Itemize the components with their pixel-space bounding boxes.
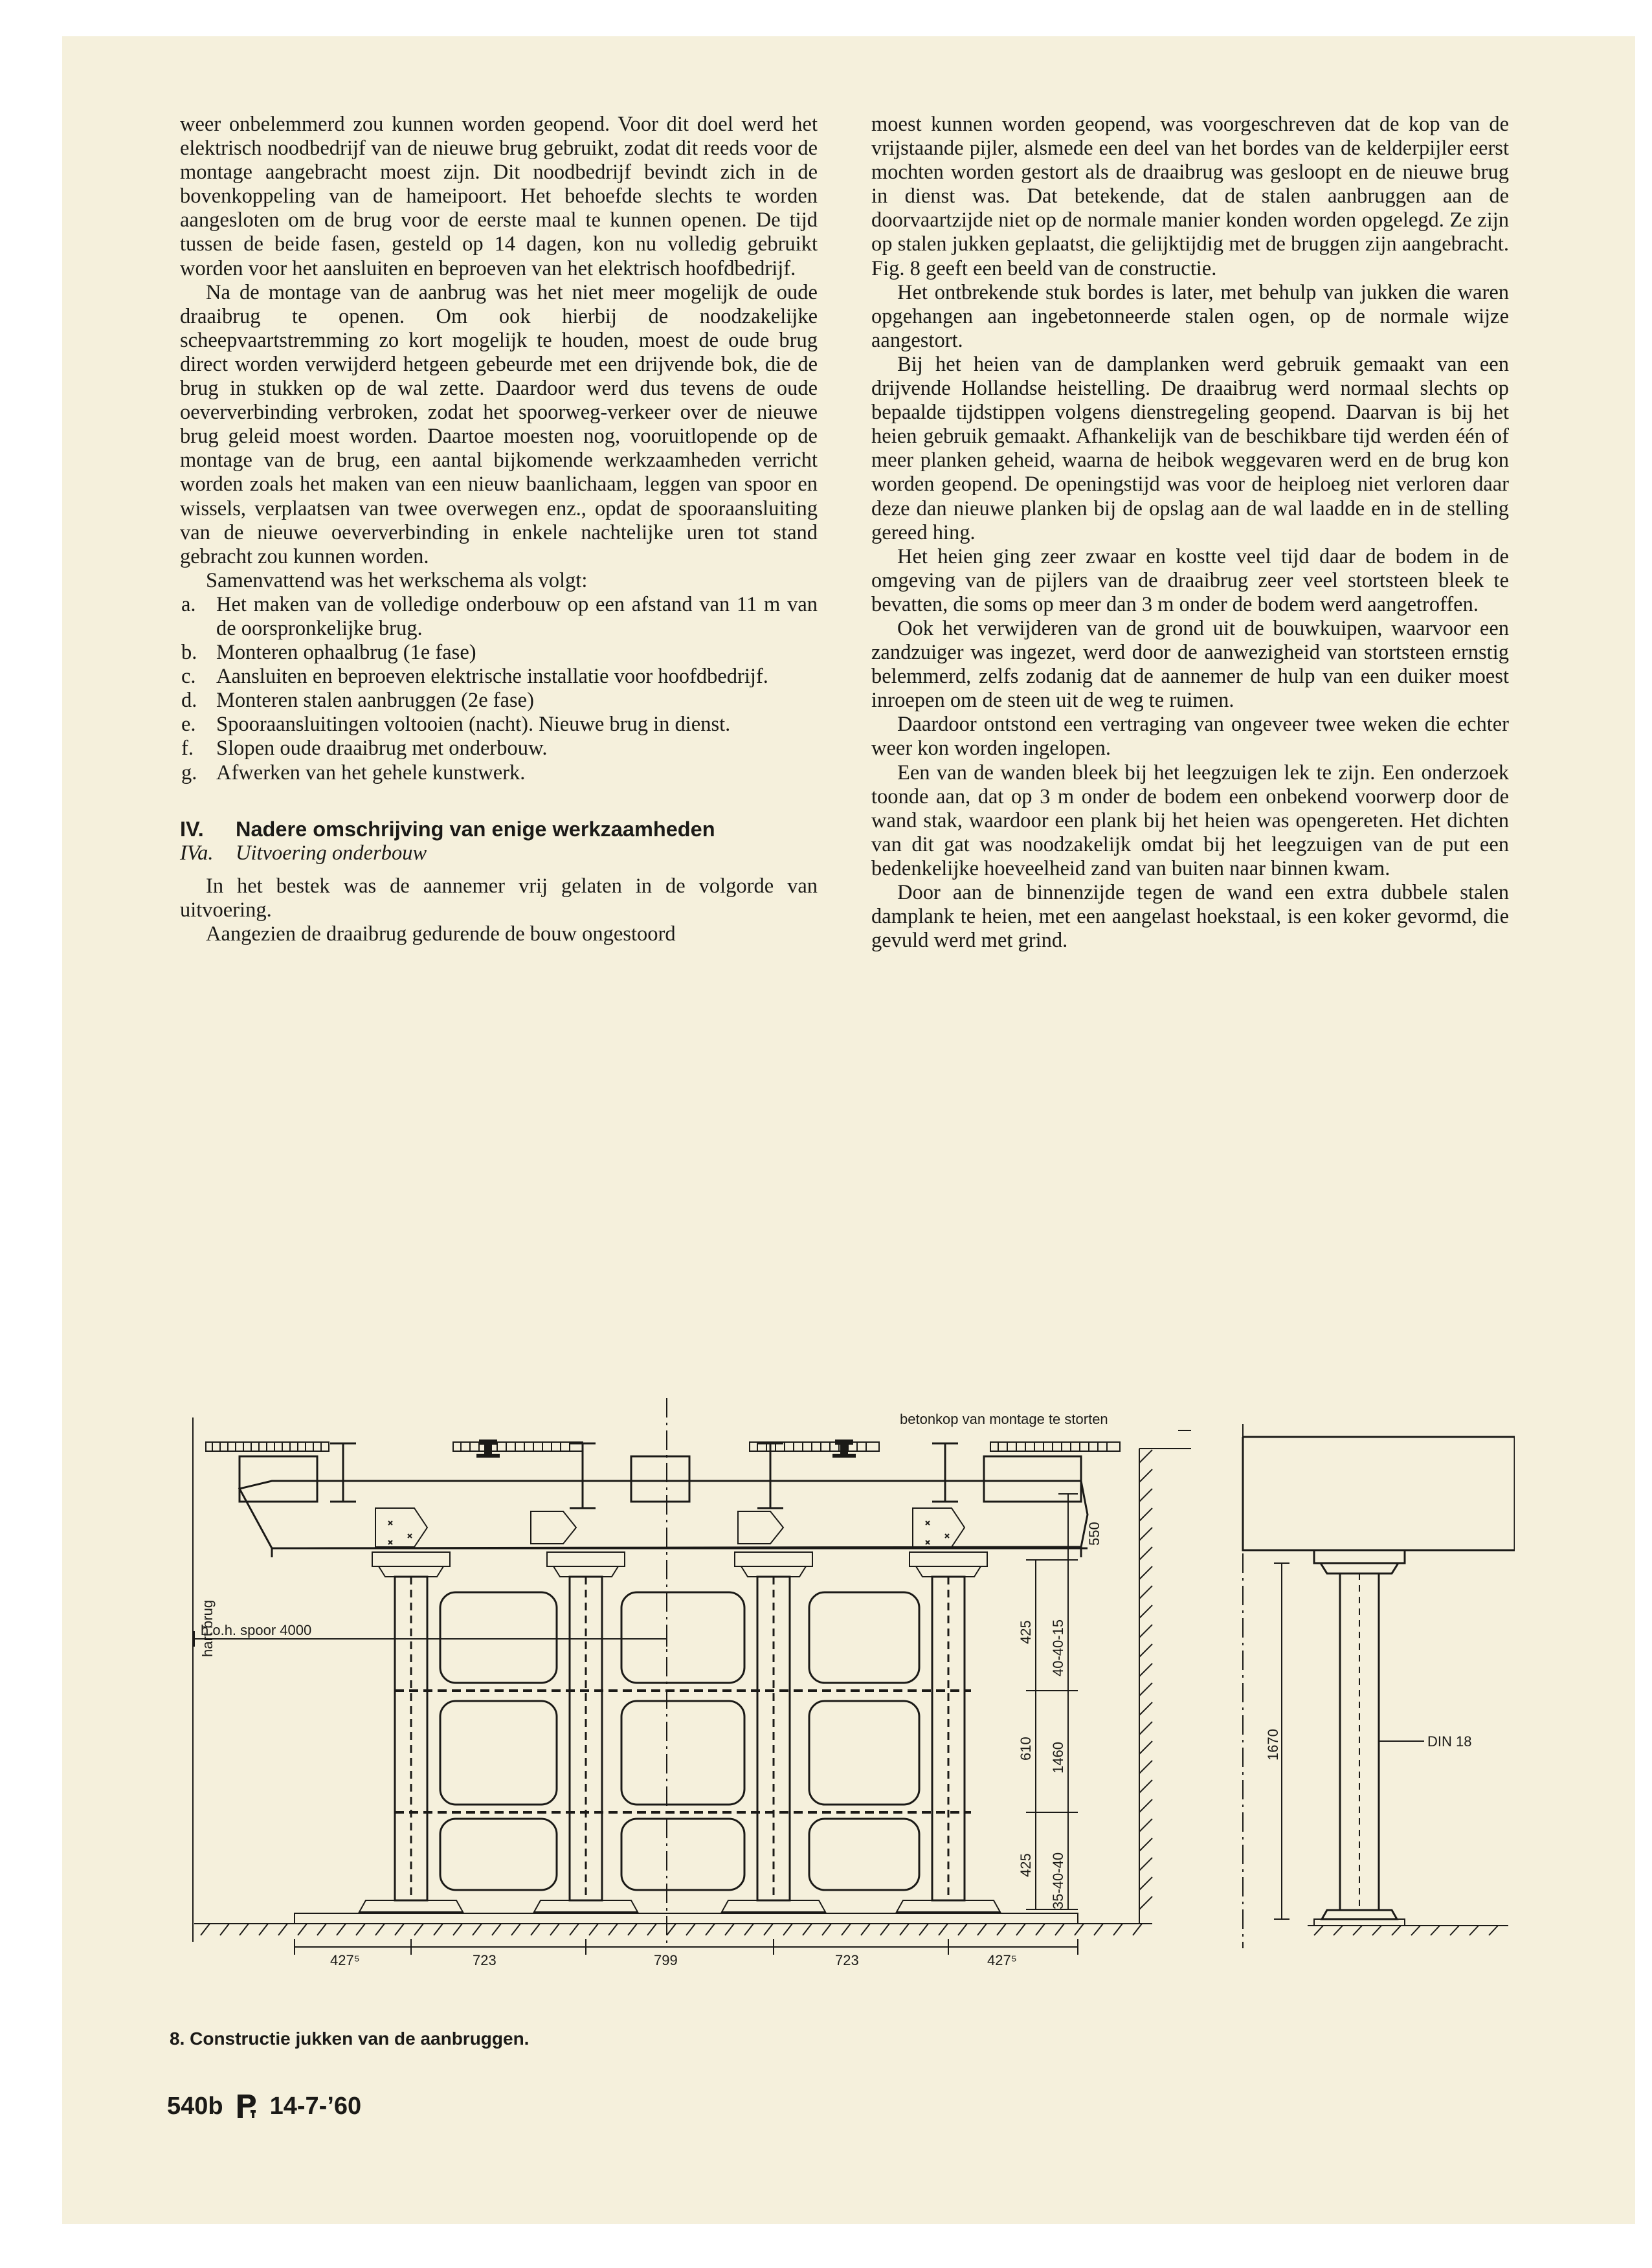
bottom-dim: 427⁵ bbox=[330, 1952, 360, 1968]
list-item bbox=[180, 593, 818, 641]
left-text-column bbox=[180, 113, 818, 946]
list-text: Aansluiten en beproeven elektrische installatie voor hoofdbedrijf. bbox=[216, 665, 768, 689]
paragraph: weer onbelemmerd zou kunnen worden geopend. Voor dit doel werd het elektrisch noodbedrijf van de nieuwe brug gebruikt, zodat dit reeds voor de montage aangebracht moest zijn. Dit noodbedrijf bevindt zich in de bovenkoppeling van de hameipoort. Het behoefde slechts te worden aangesloten om de brug voor de eerste maal te kunnen openen. De tijd tussen de beide fasen, gesteld op 14 dagen, kon nu volledig gebruikt worden voor het aansluiten en beproeven van het elektrisch hoofdbedrijf. bbox=[180, 113, 818, 280]
upper-girders bbox=[240, 1443, 1081, 1508]
section-title: Nadere omschrijving van enige werkzaamheden bbox=[236, 817, 715, 841]
dim-1670: 1670 bbox=[1265, 1729, 1281, 1761]
list-text: Afwerken van het gehele kunstwerk. bbox=[216, 761, 526, 784]
side-view bbox=[1243, 1437, 1515, 1935]
list-letter: g. bbox=[181, 761, 197, 784]
list-item bbox=[180, 665, 818, 689]
section-heading bbox=[180, 817, 818, 841]
subsection-title: Uitvoering onderbouw bbox=[236, 841, 427, 865]
list-text: Slopen oude draaibrug met onderbouw. bbox=[216, 737, 548, 761]
paragraph: Een van de wanden bleek bij het leegzuigen lek te zijn. Een onderzoek toonde aan, dat op 3 m onder de bodem een onbekend voorwerp door de wand stak, waardoor een plank bij het heien was opengereten. Het dichten van dit gat was noodzakelijk omdat bij het leegzuigen van de put een bedenkelijke hoeveelheid zand van buiten naar binnen kwam. bbox=[871, 761, 1509, 880]
page-number: 540b bbox=[167, 2092, 223, 2120]
list-item bbox=[180, 641, 818, 665]
page-footer bbox=[167, 2092, 361, 2120]
list-text: Spooraansluitingen voltooien (nacht). Nieuwe brug in dienst. bbox=[216, 713, 731, 737]
label-hoh-spoor: h.o.h. spoor 4000 bbox=[201, 1622, 312, 1638]
paragraph: In het bestek was de aannemer vrij gelaten in de volgorde van uitvoering. bbox=[180, 874, 818, 922]
paragraph: Bij het heien van de damplanken werd gebruik gemaakt van een drijvende Hollandse heistelling. De draaibrug werd normaal slechts op bepaalde tijdstippen volgens dienstregeling geopend. Daarvan is bij het heien gebruik gemaakt. Afhankelijk van de beschikbare tijd werden één of meer planken geheid, waarna de heibok weggevaren werd en de brug kon worden geopend. De openingstijd was voor de heiploeg niet verloren daar deze dan nieuwe planken bij de opslag aan de wal laadde en in de stelling gereed hing. bbox=[871, 352, 1509, 544]
section-number: IV. bbox=[180, 817, 204, 841]
dim-40-40-15: 40-40-15 bbox=[1050, 1619, 1066, 1676]
paragraph: Ook het verwijderen van de grond uit de bouwkuipen, waarvoor een zandzuiger was ingezet, werd door de aanwezigheid van stortsteen ernstig belemmerd, zelfs zodanig dat de aannemer de hulp van een duiker moest inroepen om de steen uit de weg te ruimen. bbox=[871, 616, 1509, 713]
paragraph: Het heien ging zeer zwaar en kostte veel tijd daar de bodem in de omgeving van de pijlers van de draaibrug zeer veel stortsteen bleek te bevatten, die soms op meer dan 3 m onder de bodem werd aangetroffen. bbox=[871, 544, 1509, 616]
paragraph: Door aan de binnenzijde tegen de wand een extra dubbele stalen damplank te heien, met een aangelast hoekstaal, is een koker gevormd, die gevuld werd met grind. bbox=[871, 881, 1509, 953]
subsection-heading bbox=[180, 841, 818, 865]
subsection-number: IVa. bbox=[180, 841, 214, 865]
label-din: DIN 18 bbox=[1427, 1733, 1472, 1750]
figure-caption: 8. Constructie jukken van de aanbruggen. bbox=[170, 2029, 530, 2049]
issue-date: 14-7-’60 bbox=[269, 2092, 362, 2120]
paragraph: Het ontbrekende stuk bordes is later, met behulp van jukken die waren opgehangen aan ingebetonneerde stalen ogen, op de normale wijze aangestort. bbox=[871, 280, 1509, 352]
list-letter: b. bbox=[181, 641, 197, 665]
paragraph: Daardoor ontstond een vertraging van ongeveer twee weken die echter weer kon worden ingelopen. bbox=[871, 713, 1509, 761]
bottom-dim: 723 bbox=[835, 1952, 859, 1968]
dim-1460: 1460 bbox=[1050, 1742, 1066, 1773]
column-caps bbox=[372, 1552, 987, 1577]
list-text: Monteren ophaalbrug (1e fase) bbox=[216, 641, 476, 665]
label-betonkop: betonkop van montage te storten bbox=[900, 1411, 1108, 1427]
dim-425-top: 425 bbox=[1018, 1620, 1034, 1644]
list-item bbox=[180, 713, 818, 737]
ground-hatching bbox=[194, 1924, 1152, 1935]
gusset-plates bbox=[375, 1508, 965, 1547]
dim-425-bottom: 425 bbox=[1018, 1853, 1034, 1877]
cross-beam bbox=[240, 1481, 1088, 1557]
list-item bbox=[180, 737, 818, 761]
dim-610: 610 bbox=[1018, 1737, 1034, 1761]
paragraph: Na de montage van de aanbrug was het niet meer mogelijk de oude draaibrug te openen. Om ook hierbij de noodzakelijke scheepvaartstremming zo kort mogelijk te houden, moest de oude brug direct worden verwijderd hetgeen gebeurde met een drijvende bok, die de brug in stukken op de wal zette. Daardoor werd dus tevens de oude oeververbinding verbroken, zodat het spoorweg-verkeer over de nieuwe brug geleid moest worden. Daartoe moesten nog, vooruitlopende op de montage van de brug, een aantal bijkomende werkzaamheden verricht worden zoals het maken van een nieuw baanlichaam, leggen van spoor en wissels, verplaatsen van twee overwegen enz., opdat de spooraansluiting van de nieuwe oeververbinding in enkele nachtelijke uren tot stand gebracht zou kunnen worden. bbox=[180, 280, 818, 568]
journal-logo-icon bbox=[234, 2092, 260, 2120]
construction-drawing bbox=[155, 1398, 1515, 2019]
right-text-column bbox=[871, 113, 1509, 953]
list-text: Het maken van de volledige onderbouw op een afstand van 11 m van de oorspronkelijke brug. bbox=[216, 592, 818, 640]
paragraph: Samenvattend was het werkschema als volgt: bbox=[206, 568, 588, 592]
list-letter: d. bbox=[181, 689, 197, 713]
list-letter: f. bbox=[181, 737, 194, 761]
foot-plates bbox=[295, 1900, 1078, 1924]
list-letter: a. bbox=[181, 592, 196, 616]
bottom-dim: 723 bbox=[473, 1952, 497, 1968]
dim-35-40-40: 35-40-40 bbox=[1050, 1852, 1066, 1909]
bracing-panels bbox=[440, 1592, 919, 1890]
paragraph: Aangezien de draaibrug gedurende de bouw ongestoord bbox=[206, 922, 676, 946]
list-letter: c. bbox=[181, 665, 196, 689]
abutment-wall bbox=[1139, 1430, 1191, 1924]
paragraph: moest kunnen worden geopend, was voorgeschreven dat de kop van de vrijstaande pijler, alsmede een deel van het bordes van de kelderpijler eerst mochten worden gestort als de draaibrug was gesloopt en de nieuwe brug in dienst was. Dat betekende, dat de stalen aanbruggen aan de doorvaartzijde niet op de normale manier konden worden opgelegd. Ze zijn op stalen jukken geplaatst, die gelijktijdig met de bruggen zijn aangebracht. Fig. 8 geeft een beeld van de constructie. bbox=[871, 113, 1509, 280]
list-item bbox=[180, 689, 818, 713]
list-item bbox=[180, 761, 818, 785]
label-hart-brug: hart brug bbox=[199, 1599, 216, 1657]
bottom-dimension-line bbox=[295, 1939, 1078, 1955]
list-text: Monteren stalen aanbruggen (2e fase) bbox=[216, 689, 534, 713]
steel-columns bbox=[395, 1577, 965, 1900]
bottom-dim: 799 bbox=[654, 1952, 678, 1968]
horizontal-ties bbox=[395, 1691, 971, 1812]
work-schedule-list bbox=[180, 593, 818, 785]
vertical-dimensions bbox=[1026, 1494, 1078, 1909]
bottom-dim: 427⁵ bbox=[987, 1952, 1017, 1968]
list-letter: e. bbox=[181, 713, 196, 737]
dim-550: 550 bbox=[1086, 1522, 1102, 1546]
drawing-labels bbox=[199, 1411, 1471, 1968]
